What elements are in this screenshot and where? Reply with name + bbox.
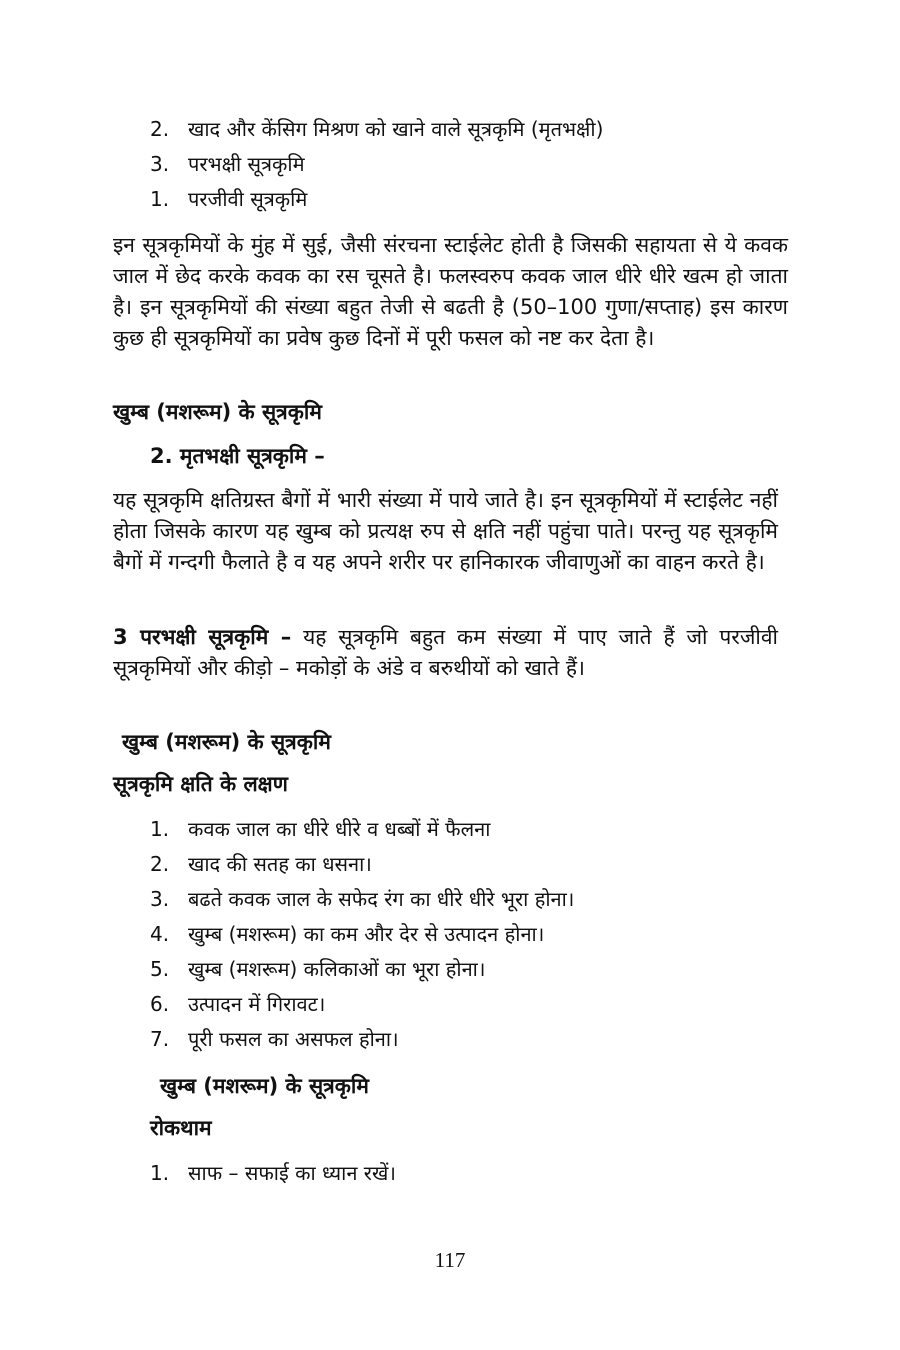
nematode-types-list — [150, 112, 603, 217]
list-number: 3. — [150, 152, 170, 176]
list-number: 5. — [150, 957, 170, 981]
list-item — [150, 882, 574, 917]
list-text: साफ – सफाई का ध्यान रखें। — [188, 1161, 396, 1185]
list-item — [150, 952, 574, 987]
symptoms-list — [150, 812, 574, 1057]
page-number: 117 — [434, 1248, 466, 1272]
list-text: उत्पादन में गिरावट। — [188, 992, 326, 1016]
list-text: परजीवी सूत्रकृमि — [188, 187, 308, 211]
list-item — [150, 847, 574, 882]
list-item — [150, 1156, 396, 1191]
list-text: खाद और केंसिग मिश्रण को खाने वाले सूत्रकृमि (मृतभक्षी) — [188, 117, 604, 141]
list-text: खुम्ब (मशरूम) कलिकाओं का भूरा होना। — [188, 957, 486, 981]
sub-heading-saprophagous: 2. मृतभक्षी सूत्रकृमि – — [150, 444, 325, 468]
prevention-heading: रोकथाम — [150, 1116, 212, 1140]
list-number: 2. — [150, 852, 170, 876]
section-heading: खुम्ब (मशरूम) के सूत्रकृमि — [113, 400, 322, 424]
section-heading: खुम्ब (मशरूम) के सूत्रकृमि — [122, 730, 331, 754]
list-item — [150, 987, 574, 1022]
list-number: 4. — [150, 922, 170, 946]
list-item — [150, 812, 574, 847]
predatory-label: 3 परभक्षी सूत्रकृमि – — [113, 625, 292, 649]
paragraph-predatory — [113, 622, 778, 684]
list-text: बढते कवक जाल के सफेद रंग का धीरे धीरे भूरा होना। — [188, 887, 575, 911]
list-number: 3. — [150, 887, 170, 911]
list-text: कवक जाल का धीरे धीरे व धब्बों में फैलना — [188, 817, 491, 841]
prevention-list — [150, 1156, 396, 1191]
list-item — [150, 1022, 574, 1057]
symptoms-heading: सूत्रकृमि क्षति के लक्षण — [113, 772, 288, 796]
list-number: 1. — [150, 187, 170, 211]
paragraph-saprophagous: यह सूत्रकृमि क्षतिग्रस्त बैगों में भारी संख्या में पाये जाते है। इन सूत्रकृमियों में स्टाईलेट नहीं होता जिसके कारण यह खुम्ब को प्रत्यक्ष रुप से क्षति नहीं पहुंचा पाते। परन्तु यह सूत्रकृमि बैगों में गन्दगी फैलाते है व यह अपने शरीर पर हानिकारक जीवाणुओं का वाहन करते है। — [113, 488, 778, 574]
list-item — [150, 182, 603, 217]
list-text: खुम्ब (मशरूम) का कम और देर से उत्पादन होना। — [188, 922, 545, 946]
section-heading: खुम्ब (मशरूम) के सूत्रकृमि — [160, 1074, 369, 1098]
list-number: 6. — [150, 992, 170, 1016]
list-number: 7. — [150, 1027, 170, 1051]
list-item — [150, 147, 603, 182]
predatory-text: यह सूत्रकृमि बहुत कम संख्या में पाए जाते हैं जो परजीवी सूत्रकृमियों और कीड़ो – मकोड़ों के अंडे व बरुथीयों को खाते हैं। — [113, 625, 778, 680]
list-text: परभक्षी सूत्रकृमि — [188, 152, 305, 176]
list-number: 1. — [150, 1161, 170, 1185]
list-item — [150, 917, 574, 952]
list-text: पूरी फसल का असफल होना। — [188, 1027, 399, 1051]
paragraph-parasitic: इन सूत्रकृमियों के मुंह में सुई, जैसी संरचना स्टाईलेट होती है जिसकी सहायता से ये कवक जाल में छेद करके कवक का रस चूसते है। फलस्वरुप कवक जाल धीरे धीरे खत्म हो जाता है। इन सूत्रकृमियों की संख्या बहुत तेजी से बढती है (50–100 गुणा/सप्ताह) इस कारण कुछ ही सूत्रकृमियों का प्रवेष कुछ दिनों में पूरी फसल को नष्ट कर देता है। — [113, 233, 788, 350]
list-number: 1. — [150, 817, 170, 841]
list-item — [150, 112, 603, 147]
list-text: खाद की सतह का धसना। — [188, 852, 372, 876]
list-number: 2. — [150, 117, 170, 141]
